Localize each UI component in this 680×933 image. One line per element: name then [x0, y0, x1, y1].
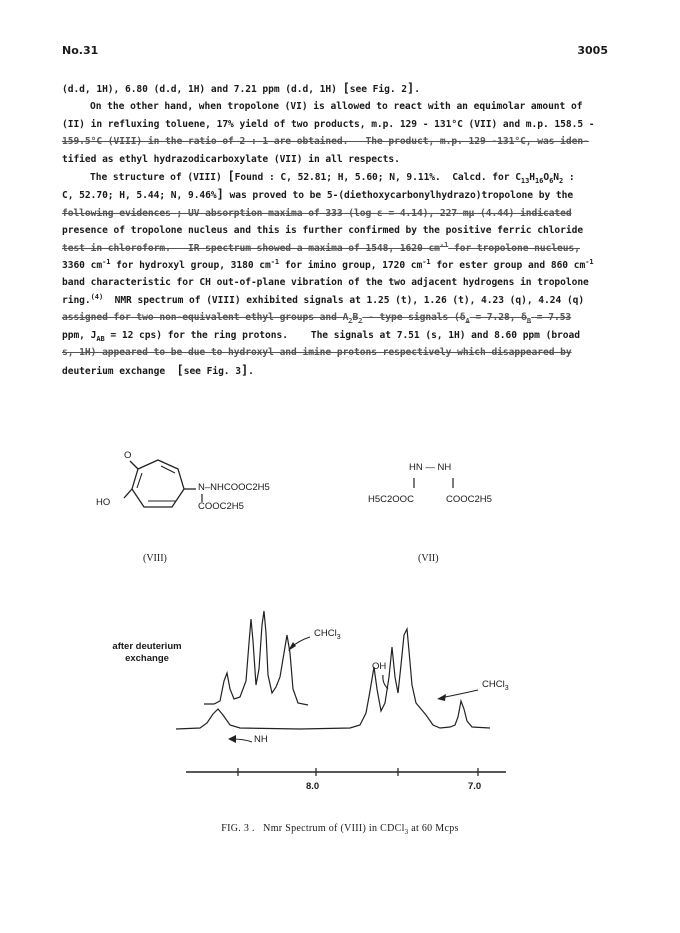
text-line: test in chloroform. IR spectrum showed a maxima of 1548, 1620 $cm^{-1}$ for tropolone nucleus,: [62, 240, 580, 254]
text-line: 159.5°C (VIII) in the ratio of 2 : 1 are obtained. The product, m.p. 129 -131°C, was iden-: [62, 136, 589, 148]
upper-trace-label: after deuterium exchange: [112, 641, 182, 664]
oh-label: OH: [372, 661, 387, 672]
text-line: On the other hand, when tropolone (VI) is allowed to react with an equimolar amount of: [90, 101, 583, 113]
text-line: deuterium exchange [see Fig. 3].: [62, 362, 254, 377]
text-line: ring.$^{(4)}$ NMR spectrum of (VIII) exhibited signals at 1.25 (t), 1.26 (t), 4.23 (q), 4.24 (q): [62, 292, 585, 306]
text-line: tified as ethyl hydrazodicarboxylate (VII) in all respects.: [62, 153, 400, 165]
text-line: band characteristic for CH out-of-plane vibration of the two adjacent hydrogens in tropolone: [62, 277, 589, 289]
tick-label-7: 7.0: [468, 781, 482, 792]
lower-trace: [176, 629, 490, 729]
ester-substituent: COOC2H5: [198, 501, 244, 512]
text-line: 3360 $cm^{-1}$ for hydroxyl group, 3180 $cm^{-1}$ for imino group, 1720 $cm^{-1}$ for ester group and 860 $cm^{-1}$: [62, 257, 594, 272]
lower-solvent-arrow: [440, 690, 478, 698]
text-line: (d.d, 1H), 6.80 (d.d, 1H) and 7.21 ppm (d.d, 1H) [see Fig. 2].: [62, 81, 420, 95]
compound-label-vii: (VII): [418, 553, 439, 564]
arrowhead: [437, 694, 446, 701]
left-ester: H5C2OOC: [368, 494, 414, 505]
text-line: The structure of (VIII) [Found : C, 52.81; H, 5.60; N, 9.11%. Calcd. for $C_{13}H_{16}O_6N_2$ :: [90, 169, 575, 185]
text-line: assigned for two non-equivalent ethyl groups and $A_2B_2$ - type signals ($\delta_A = 7.28$, $\delta_B = 7.53$: [62, 312, 572, 326]
upper-solvent-label: CHCl$_3$: [314, 628, 341, 641]
nh-label: NH: [254, 734, 268, 745]
hydrazo-nh-nh: HN — NH: [409, 462, 452, 473]
text-line: following evidences ; UV absorption maxima of 333 (log ε = 4.14), 227 mμ (4.44) indicated: [62, 207, 572, 219]
tick-label-8: 8.0: [306, 781, 320, 792]
nmr-spectrum-figure: [0, 585, 680, 815]
right-ester: COOC2H5: [446, 494, 492, 505]
arrowhead: [228, 735, 236, 743]
article-body: [62, 80, 622, 380]
figure-caption: FIG. 3 . Nmr Spectrum of (VIII) in CDCl$_3$ at 60 Mcps: [221, 823, 459, 836]
hydrazo-substituent: N–NHCOOC2H5: [198, 482, 270, 493]
text-line: s, 1H) appeared to be due to hydroxyl and imine protons respectively which disappeared by: [62, 347, 572, 359]
lower-solvent-label: CHCl$_3$: [482, 679, 509, 692]
ketone-oxygen: O: [124, 450, 132, 461]
text-line: (II) in refluxing toluene, 17% yield of two products, m.p. 129 - 131°C (VII) and m.p. 158.5 -: [62, 118, 595, 130]
page-number: 3005: [577, 44, 608, 57]
bond-lines: [400, 476, 460, 490]
text-line: C, 52.70; H, 5.44; N, 9.46%] was proved to be 5-(diethoxycarbonylhydrazo)tropolone by the: [62, 187, 574, 202]
journal-issue: No.31: [62, 44, 99, 57]
hydroxy-group: HO: [96, 497, 111, 508]
upper-trace: [204, 611, 308, 705]
compound-label-viii: (VIII): [143, 553, 167, 564]
text-line: presence of tropolone nucleus and this is further confirmed by the positive ferric chloride: [62, 225, 584, 237]
tropolone-ring-structure: [118, 452, 198, 524]
text-line: ppm, $J_{AB} = 12$ cps) for the ring protons. The signals at 7.51 (s, 1H) and 8.60 ppm (broad: [62, 329, 580, 343]
